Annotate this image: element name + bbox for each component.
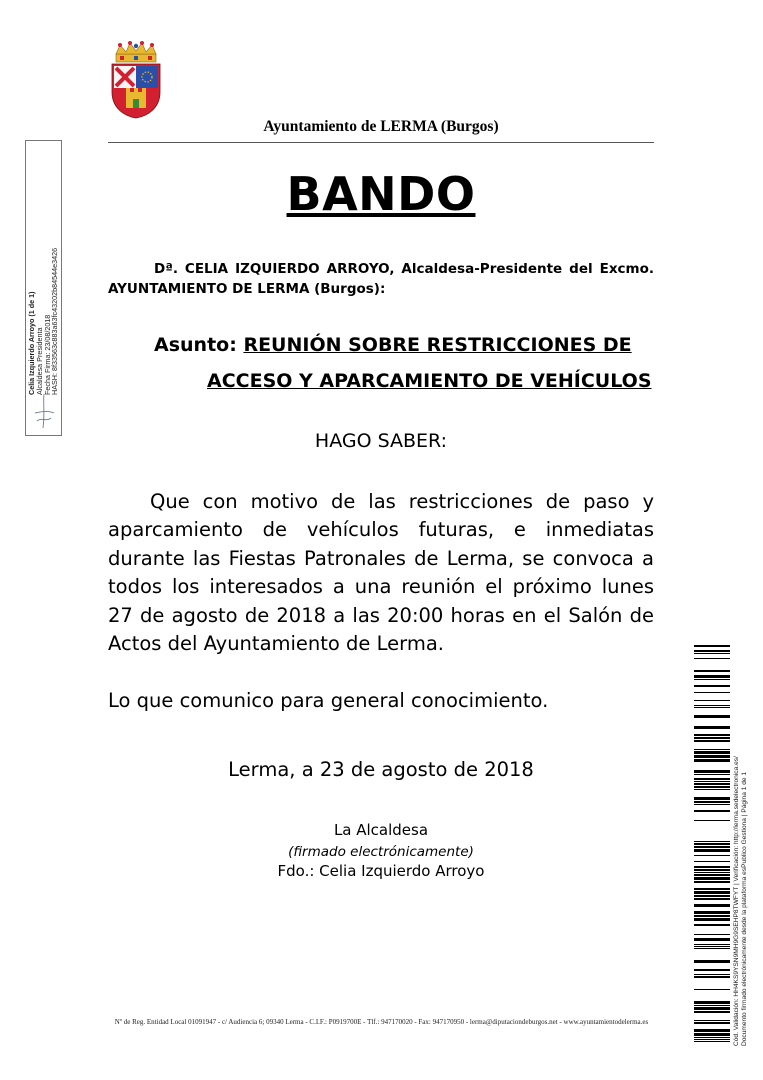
issuer-paragraph: Dª. CELIA IZQUIERDO ARROYO, Alcaldesa-Presidente del Excmo. AYUNTAMIENTO DE LERMA (Burgos): xyxy=(108,261,654,297)
council-header: Ayuntamiento de LERMA (Burgos) xyxy=(263,118,499,135)
barcode-bar xyxy=(694,846,730,848)
barcode-bar xyxy=(694,804,730,805)
barcode-bar xyxy=(694,841,730,842)
validation-barcode xyxy=(694,645,730,1042)
barcode-bar xyxy=(694,866,730,868)
barcode-bar xyxy=(694,781,730,782)
barcode-bar xyxy=(694,974,730,975)
barcode-bar xyxy=(694,924,730,926)
barcode-bar xyxy=(694,740,730,742)
shield-icon xyxy=(112,64,160,118)
barcode-bar xyxy=(694,789,730,790)
barcode-bar xyxy=(694,877,730,880)
barcode-bar xyxy=(694,915,730,917)
barcode-bar xyxy=(694,670,730,672)
subject-line-1 xyxy=(154,332,654,358)
barcode-bar xyxy=(694,734,730,736)
barcode-bar xyxy=(694,904,730,907)
barcode-bar xyxy=(694,898,730,900)
barcode-bar xyxy=(694,976,730,978)
barcode-bar xyxy=(694,1005,730,1006)
signature-role: La Alcaldesa xyxy=(333,821,429,839)
barcode-bar xyxy=(694,774,730,775)
barcode-bar xyxy=(694,737,730,739)
barcode-bar xyxy=(694,1001,730,1004)
stamp-position: Alcaldesa Presidenta xyxy=(34,327,44,395)
barcode-bar xyxy=(694,705,730,706)
validation-line-1: Cód. Validación: HH4KS9YSN9MH9G9SEHP8TWFYT | Verificación: http://lerma.sedelectronica.es/ xyxy=(733,756,740,1046)
subject-line-2: ACCESO Y APARCAMIENTO DE VEHÍCULOS xyxy=(207,370,652,392)
barcode-bar xyxy=(694,888,730,890)
barcode-bar xyxy=(694,783,730,785)
barcode-bar xyxy=(694,820,730,821)
crown-icon xyxy=(116,41,156,62)
barcode-bar xyxy=(694,1022,730,1024)
barcode-bar xyxy=(694,658,730,659)
barcode-bar xyxy=(694,726,730,729)
barcode-bar xyxy=(694,1037,730,1038)
handwritten-signature-icon xyxy=(31,391,57,431)
proclamation-heading: HAGO SABER: xyxy=(314,430,448,452)
barcode-bar xyxy=(694,1041,730,1042)
signature-note: (firmado electrónicamente) xyxy=(288,844,474,860)
barcode-bar xyxy=(694,891,730,894)
barcode-bar xyxy=(694,849,730,852)
barcode-bar xyxy=(694,969,730,971)
barcode-bar xyxy=(694,645,730,647)
barcode-bar xyxy=(694,918,730,921)
stamp-text xyxy=(28,145,60,395)
council-crest-logo xyxy=(108,40,164,120)
barcode-bar xyxy=(694,946,730,947)
barcode-bar xyxy=(694,948,730,949)
barcode-bar xyxy=(694,778,730,780)
barcode-bar xyxy=(694,895,730,897)
barcode-bar xyxy=(694,797,730,800)
barcode-bar xyxy=(694,843,730,845)
e-signature-stamp xyxy=(25,140,62,436)
barcode-bar xyxy=(694,715,730,718)
barcode-bar xyxy=(694,869,730,871)
barcode-bar xyxy=(694,1039,730,1040)
barcode-bar xyxy=(694,1007,730,1010)
barcode-bar xyxy=(694,960,730,963)
barcode-bar xyxy=(694,1011,730,1013)
barcode-bar xyxy=(694,692,730,693)
barcode-bar xyxy=(694,786,730,788)
validation-line-2: Documento firmado electrónicamente desde la plataforma esPublico Gestiona | Página 1 de 1 xyxy=(741,771,748,1046)
closing-paragraph: Lo que comunico para general conocimiento. xyxy=(108,689,549,712)
signature-name: Fdo.: Celia Izquierdo Arroyo xyxy=(277,862,485,880)
barcode-bar xyxy=(694,801,730,803)
stamp-hash: HASH: 8f33563c883a63fc43202b84544e3426 xyxy=(50,247,60,395)
subject-text-1: REUNIÓN SOBRE RESTRICCIONES DE xyxy=(243,334,632,356)
barcode-bar xyxy=(694,650,730,652)
barcode-bar xyxy=(694,685,730,687)
barcode-bar xyxy=(694,707,730,708)
document-title: BANDO xyxy=(286,167,476,221)
barcode-bar xyxy=(694,755,730,758)
page-footer: Nº de Reg. Entidad Local 01091947 - c/ Audiencia 6; 09340 Lerma - C.I.F.: P0919700E - Tlf.: 947170020 - Fax: 947170950 - lerma@diputaciondeburgos.net - www.ayuntamientodelerma.es xyxy=(114,1018,649,1026)
barcode-bar xyxy=(694,872,730,873)
barcode-bar xyxy=(694,1029,730,1032)
subject-label: Asunto: xyxy=(154,334,237,356)
barcode-bar xyxy=(694,759,730,762)
header-divider xyxy=(108,142,654,143)
barcode-bar xyxy=(694,944,730,945)
place-and-date: Lerma, a 23 de agosto de 2018 xyxy=(228,758,534,781)
barcode-bar xyxy=(694,749,730,750)
barcode-bar xyxy=(694,855,730,856)
barcode-bar xyxy=(694,1033,730,1036)
barcode-bar xyxy=(694,938,730,941)
barcode-bar xyxy=(694,881,730,883)
validation-text xyxy=(733,646,753,1046)
stamp-signer: Celia Izquierdo Arroyo (1 de 1) xyxy=(27,291,36,395)
barcode-bar xyxy=(694,679,730,680)
body-paragraph: Que con motivo de las restricciones de paso y aparcamiento de vehículos futuras, e inmediatas durante las Fiestas Patronales de Lerma, se convoca a todos los interesados a una reunión el próximo lunes 27 de agosto de 2018 a las 20:00 horas en el Salón de Actos del Ayuntamiento de Lerma. xyxy=(108,490,654,656)
barcode-bar xyxy=(694,911,730,914)
barcode-bar xyxy=(694,751,730,754)
barcode-bar xyxy=(694,989,730,990)
barcode-bar xyxy=(694,700,730,701)
barcode-bar xyxy=(694,934,730,935)
barcode-bar xyxy=(694,653,730,654)
barcode-bar xyxy=(694,770,730,773)
barcode-bar xyxy=(694,810,730,812)
barcode-bar xyxy=(694,1020,730,1021)
barcode-bar xyxy=(694,675,730,678)
stamp-sign-date: Fecha Firma: 23/08/2018 xyxy=(42,314,52,395)
barcode-bar xyxy=(694,861,730,862)
barcode-bar xyxy=(694,874,730,876)
